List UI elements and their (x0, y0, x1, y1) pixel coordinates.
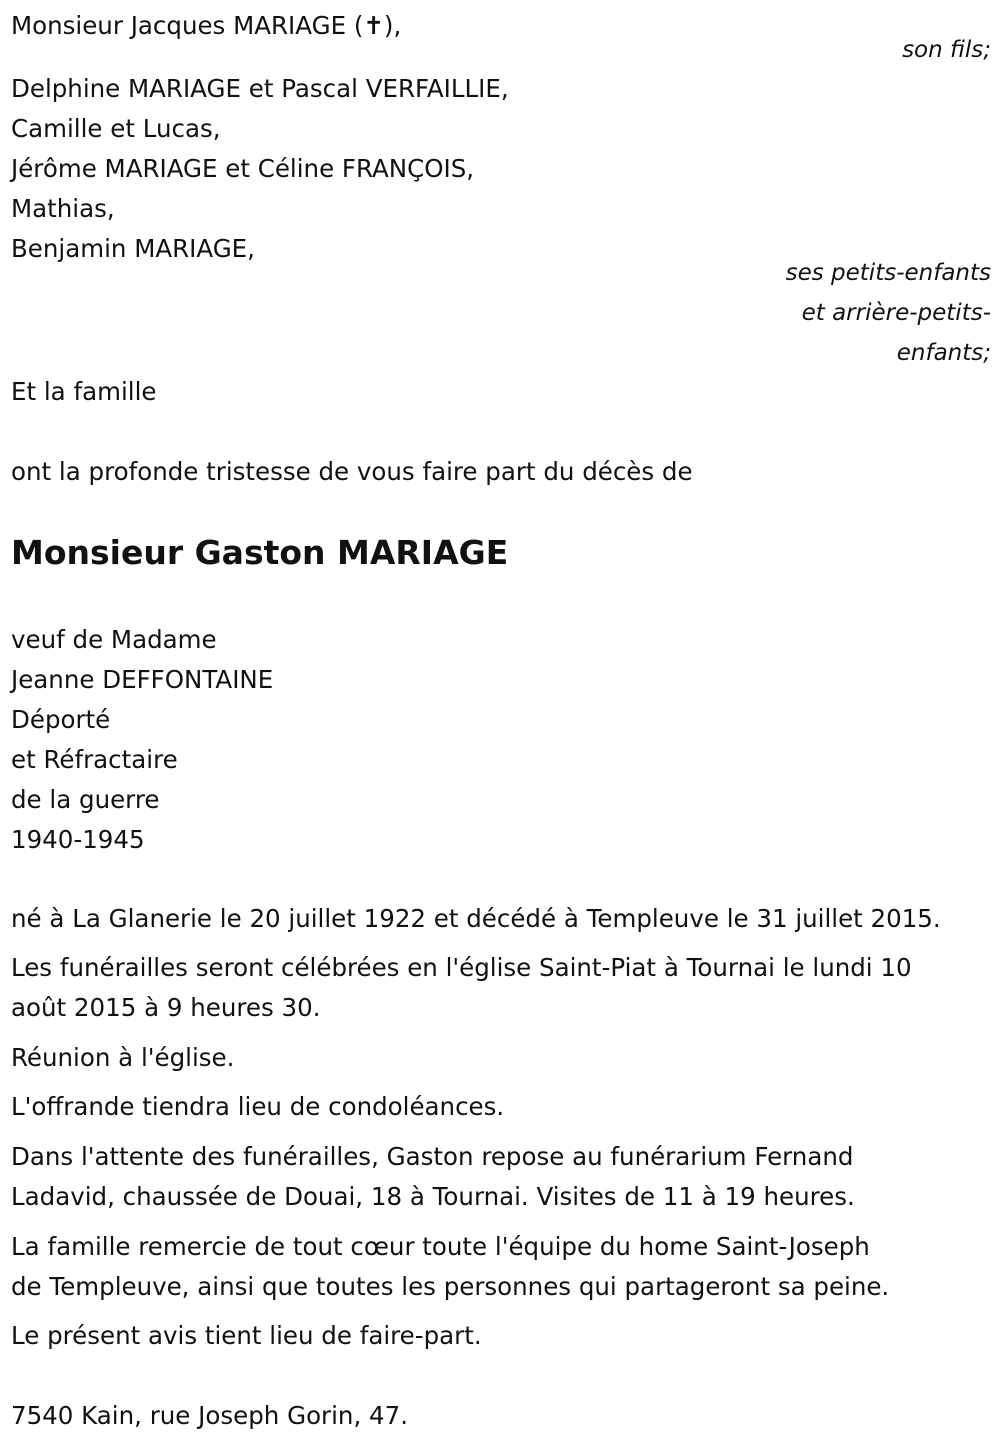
grandchild-line-1: Delphine MARIAGE et Pascal VERFAILLIE, (11, 74, 509, 103)
notice-paragraph: Le présent avis tient lieu de faire-part. (11, 1321, 482, 1350)
grandchild-line-5: Benjamin MARIAGE, (11, 234, 255, 263)
address-line: 7540 Kain, rue Joseph Gorin, 47. (11, 1401, 409, 1430)
birth-death-paragraph: né à La Glanerie le 20 juillet 1922 et décédé à Templeuve le 31 juillet 2015. (11, 904, 941, 933)
detail-line-6: 1940-1945 (11, 825, 145, 854)
family-line: Et la famille (11, 377, 157, 406)
detail-line-1: veuf de Madame (11, 625, 217, 654)
grandchildren-relation-1: ses petits-enfants (785, 260, 991, 286)
funeral-line-1: Les funérailles seront célébrées en l'église Saint-Piat à Tournai le lundi 10 (11, 953, 912, 982)
detail-line-3: Déporté (11, 705, 111, 734)
thanks-line-1: La famille remercie de tout cœur toute l'équipe du home Saint-Joseph (11, 1232, 870, 1261)
detail-line-2: Jeanne DEFFONTAINE (11, 665, 274, 694)
son-name: Monsieur Jacques MARIAGE (✝), (11, 11, 402, 40)
thanks-line-2: de Templeuve, ainsi que toutes les personnes qui partageront sa peine. (11, 1272, 890, 1301)
rest-line-1: Dans l'attente des funérailles, Gaston repose au funérarium Fernand (11, 1142, 854, 1171)
offering-paragraph: L'offrande tiendra lieu de condoléances. (11, 1092, 505, 1121)
rest-line-2: Ladavid, chaussée de Douai, 18 à Tournai. Visites de 11 à 19 heures. (11, 1182, 855, 1211)
detail-line-4: et Réfractaire (11, 745, 178, 774)
detail-line-5: de la guerre (11, 785, 160, 814)
grandchild-line-4: Mathias, (11, 194, 115, 223)
grandchild-line-2: Camille et Lucas, (11, 114, 221, 143)
funeral-line-2: août 2015 à 9 heures 30. (11, 993, 321, 1022)
obituary-notice (11, 0, 991, 1452)
grandchildren-relation-3: enfants; (896, 340, 991, 366)
deceased-name: Monsieur Gaston MARIAGE (11, 533, 509, 572)
meeting-paragraph: Réunion à l'église. (11, 1043, 235, 1072)
announcement-line: ont la profonde tristesse de vous faire part du décès de (11, 457, 693, 486)
grandchildren-relation-2: et arrière-petits- (801, 300, 991, 326)
grandchild-line-3: Jérôme MARIAGE et Céline FRANÇOIS, (11, 154, 475, 183)
son-relation: son fils; (902, 37, 991, 63)
